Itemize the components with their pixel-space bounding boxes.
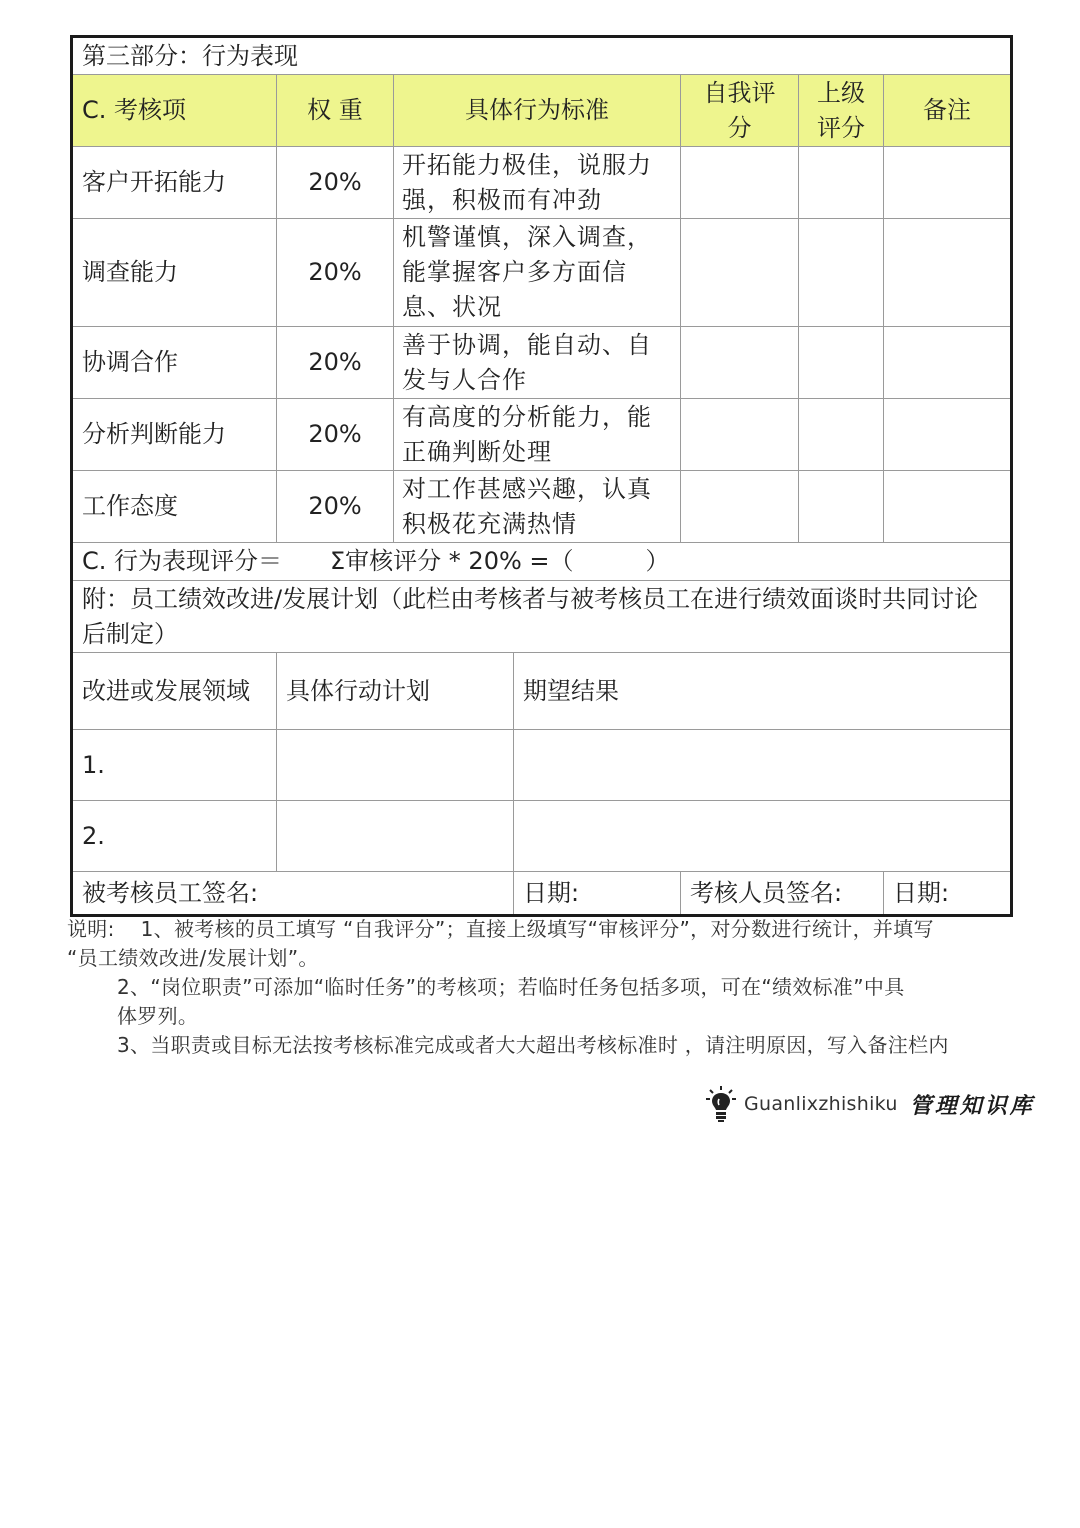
- instructions: [67, 915, 1017, 1060]
- logo-text-en: Guanlixzhishiku: [744, 1093, 898, 1115]
- row-remark-cell[interactable]: [884, 399, 1012, 471]
- row-weight: 20%: [277, 327, 394, 399]
- plan-col-area: 改进或发展领域: [72, 653, 277, 730]
- performance-table: [70, 35, 1013, 917]
- row-weight: 20%: [277, 471, 394, 543]
- row-standard: 善于协调，能自动、自发与人合作: [394, 327, 681, 399]
- section-title: 第三部分：行为表现: [72, 37, 1012, 75]
- plan-action-cell[interactable]: [277, 801, 514, 872]
- row-superior-score-cell[interactable]: [799, 471, 884, 543]
- plan-action-cell[interactable]: [277, 730, 514, 801]
- row-remark-cell[interactable]: [884, 147, 1012, 219]
- reviewer-date[interactable]: 日期:: [884, 872, 1012, 916]
- row-item: 分析判断能力: [72, 399, 277, 471]
- lightbulb-icon: [706, 1085, 736, 1123]
- row-weight: 20%: [277, 147, 394, 219]
- plan-result-cell[interactable]: [514, 730, 1012, 801]
- row-superior-score-cell[interactable]: [799, 219, 884, 327]
- row-superior-score-cell[interactable]: [799, 399, 884, 471]
- row-standard: 机警谨慎，深入调查，能掌握客户多方面信息、状况: [394, 219, 681, 327]
- table-row: [72, 471, 1012, 543]
- row-superior-score-cell[interactable]: [799, 327, 884, 399]
- plan-col-result: 期望结果: [514, 653, 1012, 730]
- row-standard: 开拓能力极佳，说服力强，积极而有冲劲: [394, 147, 681, 219]
- row-item: 调查能力: [72, 219, 277, 327]
- row-remark-cell[interactable]: [884, 471, 1012, 543]
- plan-row-number: 1.: [72, 730, 277, 801]
- notes-label: 说明:: [67, 917, 115, 941]
- header-remark: 备注: [884, 75, 1012, 147]
- table-row: [72, 327, 1012, 399]
- table-row: [72, 147, 1012, 219]
- row-self-score-cell[interactable]: [681, 399, 799, 471]
- header-weight: 权 重: [277, 75, 394, 147]
- row-self-score-cell[interactable]: [681, 147, 799, 219]
- table-row: [72, 399, 1012, 471]
- row-self-score-cell[interactable]: [681, 219, 799, 327]
- table-row: [72, 219, 1012, 327]
- row-standard: 对工作甚感兴趣，认真积极花充满热情: [394, 471, 681, 543]
- row-remark-cell[interactable]: [884, 219, 1012, 327]
- row-superior-score-cell[interactable]: [799, 147, 884, 219]
- row-weight: 20%: [277, 399, 394, 471]
- row-standard: 有高度的分析能力，能正确判断处理: [394, 399, 681, 471]
- note-1a: 1、被考核的员工填写 “自我评分”；直接上级填写“审核评分”，对分数进行统计，并填写: [140, 917, 934, 941]
- header-superior-score: 上级评分: [799, 75, 884, 147]
- plan-title: 附：员工绩效改进/发展计划（此栏由考核者与被考核员工在进行绩效面谈时共同讨论后制定）: [72, 581, 1012, 653]
- header-self-score: 自我评分: [681, 75, 799, 147]
- employee-signature[interactable]: 被考核员工签名:: [72, 872, 514, 916]
- note-2a: 2、“岗位职责”可添加“临时任务”的考核项；若临时任务包括多项，可在“绩效标准”中具: [117, 975, 905, 999]
- row-item: 协调合作: [72, 327, 277, 399]
- header-item: C. 考核项: [72, 75, 277, 147]
- row-item: 工作态度: [72, 471, 277, 543]
- brand-logo: [706, 1084, 1035, 1124]
- row-item: 客户开拓能力: [72, 147, 277, 219]
- employee-date[interactable]: 日期:: [514, 872, 681, 916]
- reviewer-signature[interactable]: 考核人员签名:: [681, 872, 884, 916]
- note-2b: 体罗列。: [117, 1004, 199, 1028]
- header-standard: 具体行为标准: [394, 75, 681, 147]
- note-1b: “员工绩效改进/发展计划”。: [67, 946, 319, 970]
- note-3: 3、当职责或目标无法按考核标准完成或者大大超出考核标准时 ，请注明原因，写入备注栏内: [117, 1033, 949, 1057]
- plan-result-cell[interactable]: [514, 801, 1012, 872]
- row-self-score-cell[interactable]: [681, 471, 799, 543]
- logo-text-cn: 管理知识库: [909, 1092, 1035, 1119]
- plan-row-number: 2.: [72, 801, 277, 872]
- plan-col-action: 具体行动计划: [277, 653, 514, 730]
- row-weight: 20%: [277, 219, 394, 327]
- behavior-score-line: C. 行为表现评分＝ Σ审核评分 * 20% =（ ）: [72, 543, 1012, 581]
- note-1-line-1: [67, 915, 1017, 944]
- row-self-score-cell[interactable]: [681, 327, 799, 399]
- row-remark-cell[interactable]: [884, 327, 1012, 399]
